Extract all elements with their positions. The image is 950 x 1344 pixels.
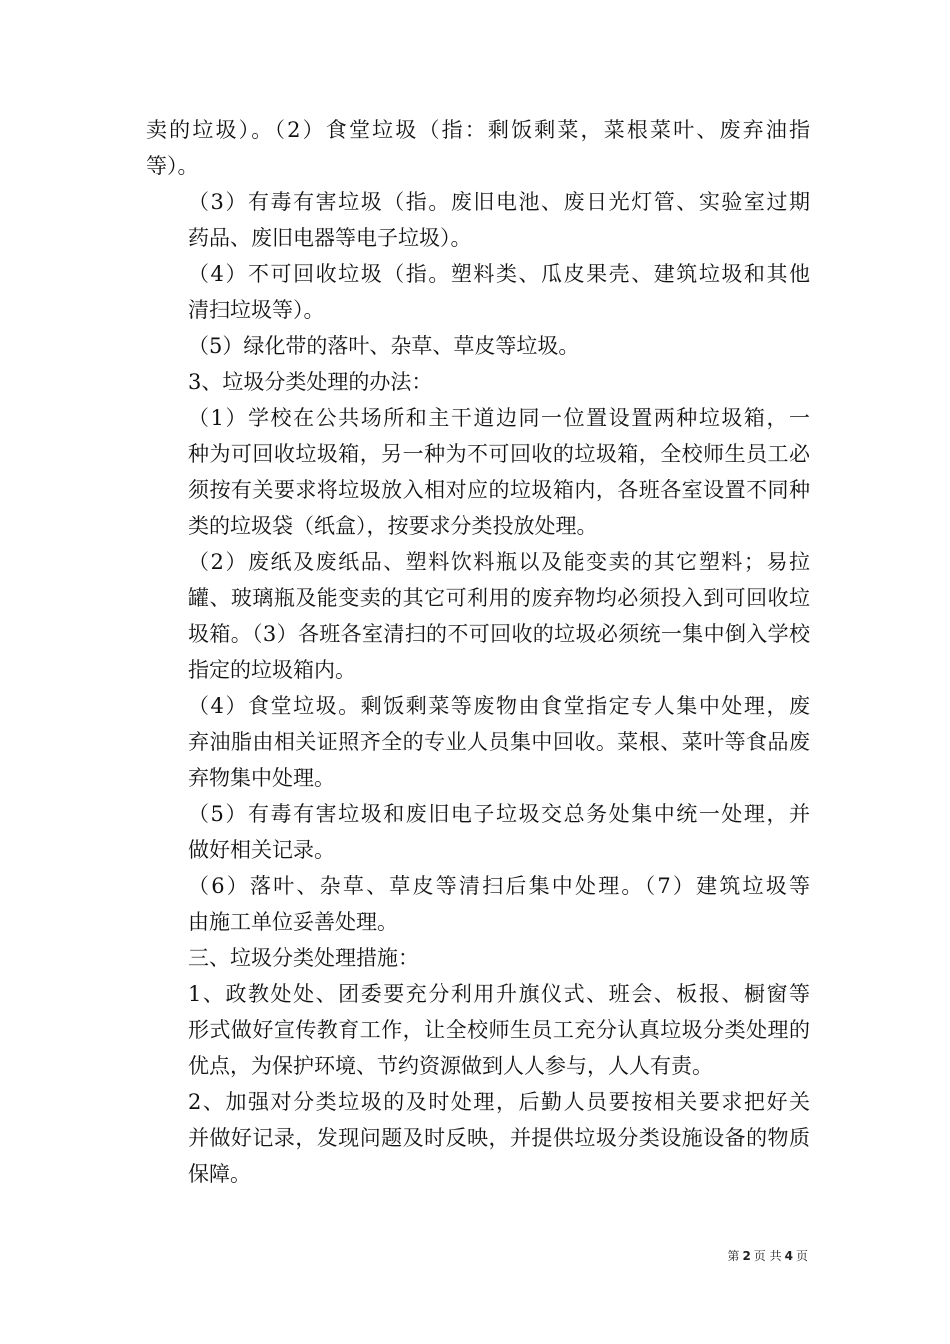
paragraph (146, 940, 810, 976)
text-line: 等）。 (146, 154, 199, 178)
paragraph (146, 400, 810, 544)
paragraph (146, 976, 810, 1084)
footer-suffix: 页 (795, 1249, 808, 1263)
current-page-number: 2 (742, 1249, 751, 1263)
text-line: 圾箱。（3）各班各室清扫的不可回收的垃圾必须统一集中倒入学校 (188, 622, 810, 646)
paragraph (146, 544, 810, 688)
text-line: 优点，为保护环境、节约资源做到人人参与，人人有责。 (188, 1054, 713, 1078)
total-pages-number: 4 (784, 1249, 793, 1263)
paragraph (146, 184, 810, 256)
text-line: 做好相关记录。 (188, 838, 335, 862)
text-line: 罐、玻璃瓶及能变卖的其它可利用的废弃物均必须投入到可回收垃 (188, 586, 810, 610)
paragraph (146, 868, 810, 940)
text-line: 3、垃圾分类处理的办法： (188, 370, 433, 394)
document-body (146, 112, 810, 1192)
text-line: 弃油脂由相关证照齐全的专业人员集中回收。菜根、菜叶等食品废 (188, 730, 810, 754)
text-line: （5）绿化带的落叶、杂草、草皮等垃圾。 (188, 334, 580, 358)
paragraph (146, 688, 810, 796)
footer-prefix: 第 (727, 1249, 740, 1263)
paragraph (146, 364, 810, 400)
text-line: 2、加强对分类垃圾的及时处理，后勤人员要按相关要求把好关 (188, 1090, 810, 1114)
text-line: 类的垃圾袋（纸盒），按要求分类投放处理。 (188, 514, 598, 538)
text-line: （4）食堂垃圾。剩饭剩菜等废物由食堂指定专人集中处理，废 (188, 694, 810, 718)
text-line: 弃物集中处理。 (188, 766, 335, 790)
text-line: 清扫垃圾等）。 (188, 298, 325, 322)
page-footer (727, 1248, 808, 1264)
text-line: （2）废纸及废纸品、塑料饮料瓶以及能变卖的其它塑料；易拉 (188, 550, 810, 574)
text-line: 三、垃圾分类处理措施： (188, 946, 419, 970)
text-line: 1、政教处处、团委要充分利用升旗仪式、班会、板报、橱窗等 (188, 982, 810, 1006)
text-line: 指定的垃圾箱内。 (188, 658, 356, 682)
text-line: 卖的垃圾）。（2）食堂垃圾（指：剩饭剩菜，菜根菜叶、废弃油指 (146, 118, 810, 142)
text-line: （1）学校在公共场所和主干道边同一位置设置两种垃圾箱，一 (188, 406, 810, 430)
paragraph (146, 1084, 810, 1192)
text-line: （3）有毒有害垃圾（指。废旧电池、废日光灯管、实验室过期 (188, 190, 810, 214)
text-line: （6）落叶、杂草、草皮等清扫后集中处理。（7）建筑垃圾等 (188, 874, 810, 898)
paragraph (146, 256, 810, 328)
text-line: （4）不可回收垃圾（指。塑料类、瓜皮果壳、建筑垃圾和其他 (188, 262, 810, 286)
text-line: 由施工单位妥善处理。 (188, 910, 398, 934)
paragraph (146, 796, 810, 868)
text-line: （5）有毒有害垃圾和废旧电子垃圾交总务处集中统一处理，并 (188, 802, 810, 826)
text-line: 并做好记录，发现问题及时反映，并提供垃圾分类设施设备的物质 (188, 1126, 810, 1150)
paragraph (146, 328, 810, 364)
text-line: 种为可回收垃圾箱，另一种为不可回收的垃圾箱，全校师生员工必 (188, 442, 810, 466)
text-line: 形式做好宣传教育工作，让全校师生员工充分认真垃圾分类处理的 (188, 1018, 810, 1042)
text-line: 药品、废旧电器等电子垃圾）。 (188, 226, 472, 250)
footer-middle: 页 共 (753, 1249, 782, 1263)
paragraph (146, 112, 810, 184)
text-line: 须按有关要求将垃圾放入相对应的垃圾箱内，各班各室设置不同种 (188, 478, 810, 502)
text-line: 保障。 (188, 1162, 251, 1186)
